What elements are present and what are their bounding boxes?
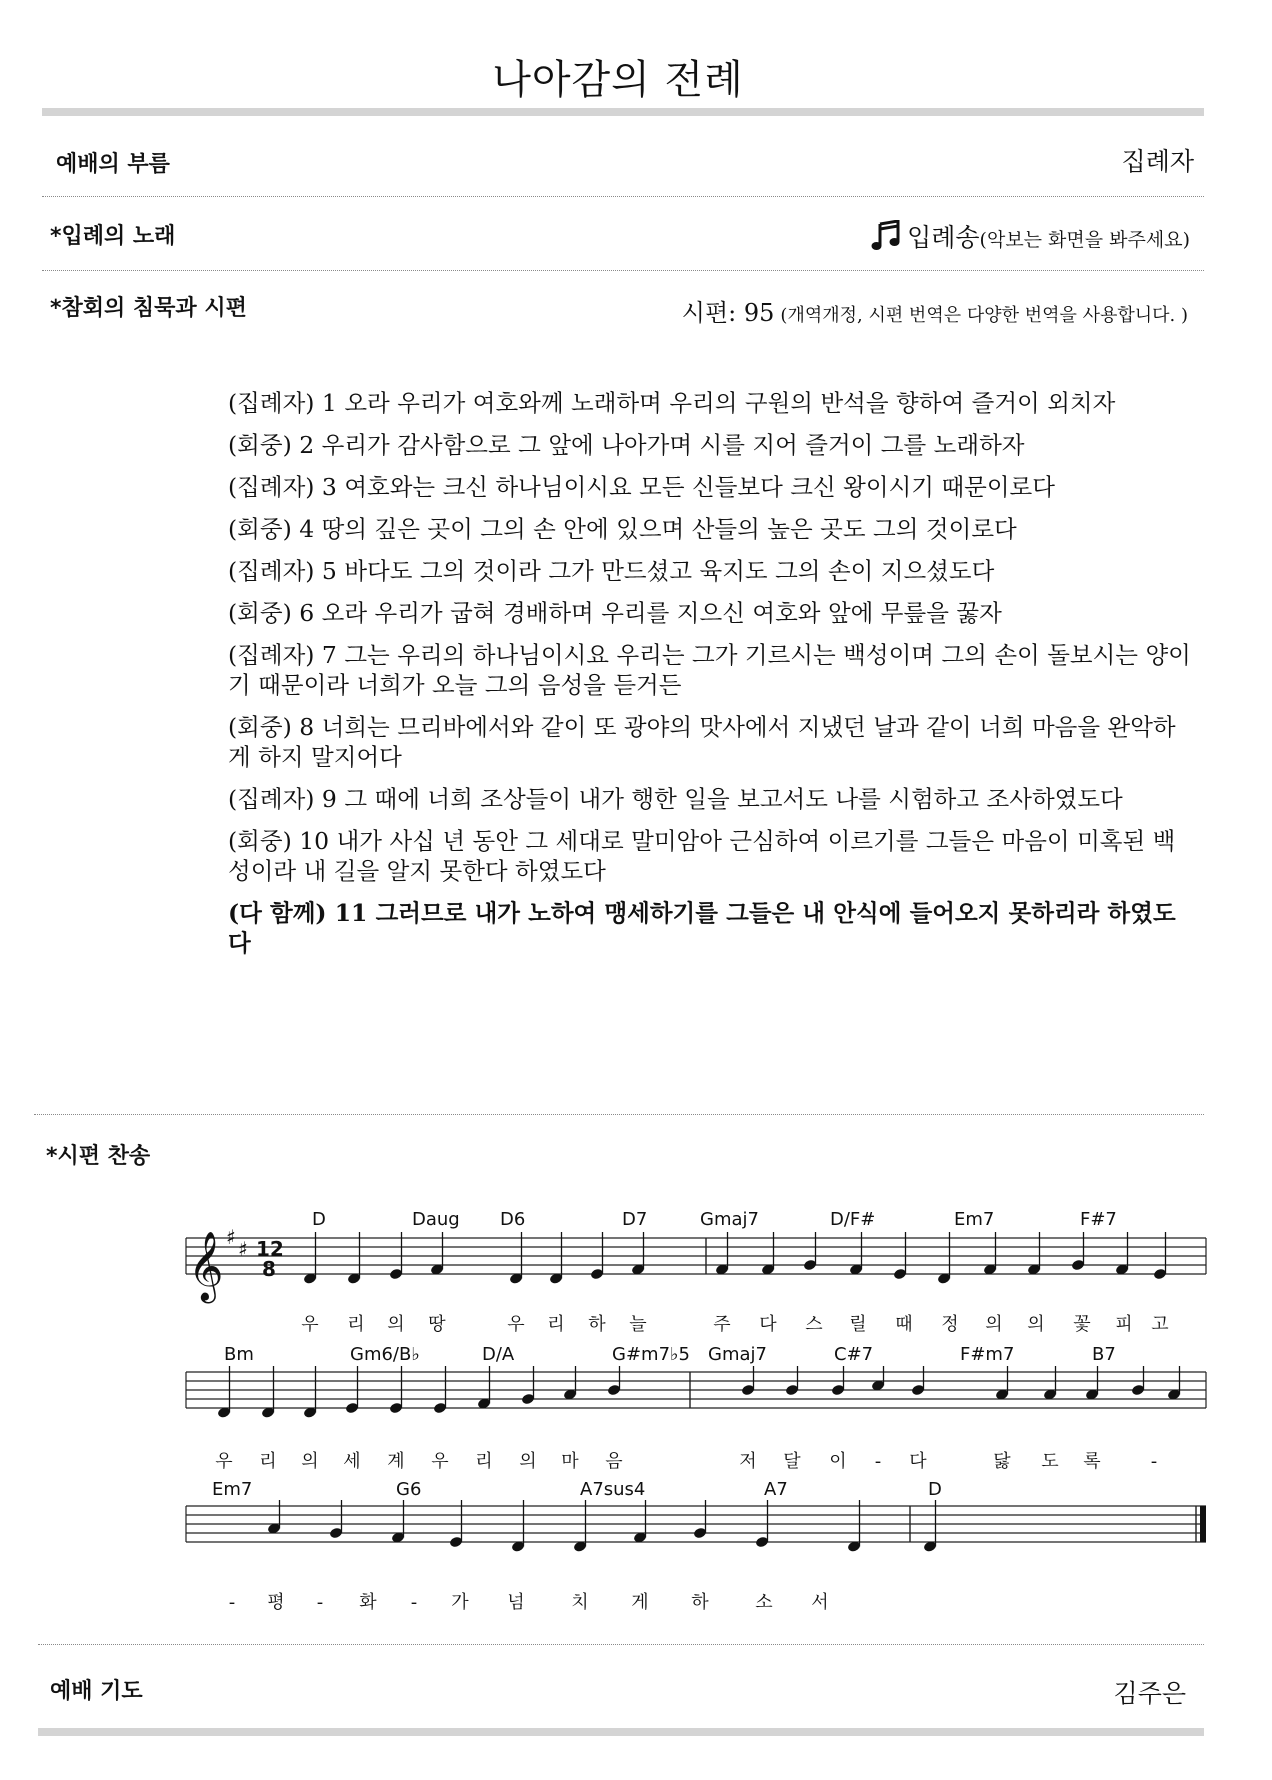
lyric-syllable: 하: [588, 1314, 606, 1335]
lyric-syllable: 세: [343, 1451, 361, 1472]
psalm-translation-note: (개역개정, 시편 번역은 다양한 번역을 사용합니다. ): [780, 305, 1188, 326]
lyric-syllable: 의: [301, 1451, 319, 1472]
lyric-syllable: 이: [829, 1451, 847, 1472]
chord-symbol: Daug: [412, 1209, 460, 1230]
chord-symbol: D/A: [482, 1344, 515, 1365]
chord-symbol: C#7: [834, 1344, 874, 1365]
lyric-syllable: 음: [605, 1451, 623, 1472]
lyric-syllable: 넘: [507, 1592, 525, 1613]
entrance-song-title: 입례송: [907, 223, 980, 252]
psalm-verse: (집례자) 9 그 때에 너희 조상들이 내가 행한 일을 보고서도 나를 시험하고 조사하였도다: [228, 785, 1123, 813]
psalm-verse: (다 함께) 11 그러므로 내가 노하여 맹세하기를 그들은 내 안식에 들어오지 못하리라 하였도다: [228, 899, 1176, 957]
psalm-verse: (회중) 6 오라 우리가 굽혀 경배하며 우리를 지으신 여호와 앞에 무릎을 꿇자: [228, 599, 1002, 627]
section-leader-prayer: 김주은: [1113, 1679, 1186, 1708]
chord-symbol: A7sus4: [580, 1479, 646, 1500]
time-signature-top: 12: [256, 1237, 284, 1261]
lyric-syllable: 화: [359, 1592, 377, 1613]
chord-symbol: F#7: [1080, 1209, 1117, 1230]
chord-symbol: B7: [1092, 1344, 1116, 1365]
lyric-syllable: 때: [895, 1314, 913, 1335]
lyric-syllable: 의: [985, 1314, 1003, 1335]
lyric-syllable: 우: [215, 1451, 233, 1472]
lyric-syllable: 다: [909, 1451, 927, 1472]
key-sharp-icon: ♯: [226, 1225, 236, 1249]
bottom-divider: [38, 1728, 1204, 1736]
entrance-song-note: (악보는 화면을 봐주세요): [979, 229, 1190, 251]
lyric-syllable: 스: [805, 1314, 823, 1335]
lyric-syllable: 소: [755, 1592, 773, 1613]
lyric-syllable: 고: [1151, 1314, 1169, 1335]
psalm-verse: (회중) 2 우리가 감사함으로 그 앞에 나아가며 시를 지어 즐거이 그를 노래하자: [228, 431, 1025, 459]
section-label-entrance-song: *입례의 노래: [50, 224, 176, 249]
psalm-verse: (회중) 10 내가 사십 년 동안 그 세대로 말미암아 근심하여 이르기를 그들은 마음이 미혹된 백성이라 내 길을 알지 못한다 하였도다: [228, 827, 1176, 885]
lyric-syllable: 피: [1115, 1314, 1133, 1335]
lyric-syllable: -: [874, 1451, 882, 1472]
psalm-verse: (집례자) 7 그는 우리의 하나님이시요 우리는 그가 기르시는 백성이며 그의 손이 돌보시는 양이기 때문이라 너희가 오늘 그의 음성을 듣거든: [228, 641, 1191, 699]
lyric-syllable: -: [410, 1592, 418, 1613]
psalm-verse: (집례자) 3 여호와는 크신 하나님이시요 모든 신들보다 크신 왕이시기 때문이로다: [228, 473, 1055, 501]
lyric-syllable: -: [228, 1592, 236, 1613]
lyric-syllable: 게: [631, 1592, 649, 1613]
final-barline: [1200, 1506, 1206, 1542]
key-sharp-icon: ♯: [238, 1237, 248, 1261]
lyric-syllable: 우: [301, 1314, 319, 1335]
chord-symbol: D7: [622, 1209, 648, 1230]
chord-symbol: Em7: [954, 1209, 995, 1230]
lyric-syllable: 리: [259, 1451, 277, 1472]
section-label-call-to-worship: 예배의 부름: [56, 152, 170, 177]
chord-symbol: D: [928, 1479, 942, 1500]
lyric-syllable: 하: [691, 1592, 709, 1613]
lyric-syllable: 릴: [849, 1314, 867, 1335]
chord-symbol: G#m7♭5: [612, 1344, 690, 1365]
lyric-syllable: 평: [267, 1592, 285, 1613]
lyric-syllable: 리: [547, 1314, 565, 1335]
psalm-reference-label: 시편: 95: [681, 299, 775, 327]
lyric-syllable: 가: [451, 1592, 469, 1613]
lyric-syllable: 우: [431, 1451, 449, 1472]
lyric-syllable: -: [316, 1592, 324, 1613]
lyric-syllable: 달: [783, 1451, 801, 1472]
lyric-syllable: -: [1150, 1451, 1158, 1472]
psalm-verse: (집례자) 5 바다도 그의 것이라 그가 만드셨고 육지도 그의 손이 지으셨도다: [228, 557, 995, 585]
page-title: 나아감의 전례: [492, 57, 744, 103]
psalm-verse: (회중) 8 너희는 므리바에서와 같이 또 광야의 맛사에서 지냈던 날과 같이 너희 마음을 완악하게 하지 말지어다: [228, 713, 1176, 771]
lyric-syllable: 계: [387, 1451, 405, 1472]
lyric-syllable: 록: [1083, 1451, 1101, 1472]
chord-symbol: Gm6/B♭: [350, 1344, 420, 1365]
time-signature-bottom: 8: [262, 1257, 276, 1281]
psalm-verse: (회중) 4 땅의 깊은 곳이 그의 손 안에 있으며 산들의 높은 곳도 그의 것이로다: [228, 515, 1017, 543]
treble-clef-icon: 𝄞: [188, 1231, 224, 1301]
chord-symbol: Gmaj7: [700, 1209, 759, 1230]
lyric-syllable: 우: [507, 1314, 525, 1335]
lyric-syllable: 마: [561, 1451, 579, 1472]
chord-symbol: D: [312, 1209, 326, 1230]
section-leader-call-to-worship: 집례자: [1121, 147, 1194, 176]
lyric-syllable: 도: [1041, 1451, 1059, 1472]
chord-symbol: Gmaj7: [708, 1344, 767, 1365]
lyric-syllable: 닳: [993, 1451, 1011, 1472]
chord-symbol: D/F#: [830, 1209, 876, 1230]
section-label-confession: *참회의 침묵과 시편: [50, 296, 247, 321]
dotted-divider: [38, 1644, 1204, 1645]
chord-symbol: D6: [500, 1209, 526, 1230]
lyric-syllable: 다: [759, 1314, 777, 1335]
lyric-syllable: 의: [1027, 1314, 1045, 1335]
chord-symbol: G6: [396, 1479, 422, 1500]
section-label-psalm-hymn: *시편 찬송: [46, 1144, 151, 1169]
chord-symbol: Bm: [224, 1344, 254, 1365]
lyric-syllable: 의: [387, 1314, 405, 1335]
lyric-syllable: 리: [347, 1314, 365, 1335]
lyric-syllable: 리: [475, 1451, 493, 1472]
lyric-syllable: 주: [713, 1314, 731, 1335]
lyric-syllable: 치: [571, 1592, 589, 1613]
lyric-syllable: 의: [519, 1451, 537, 1472]
lyric-syllable: 서: [811, 1592, 829, 1613]
lyric-syllable: 땅: [428, 1314, 446, 1335]
psalm-verse: (집례자) 1 오라 우리가 여호와께 노래하며 우리의 구원의 반석을 향하여 즐거이 외치자: [228, 389, 1116, 417]
lyric-syllable: 저: [739, 1451, 757, 1472]
section-label-prayer: 예배 기도: [50, 1679, 143, 1704]
lyric-syllable: 정: [941, 1314, 959, 1335]
chord-symbol: F#m7: [960, 1344, 1015, 1365]
lyric-syllable: 늘: [629, 1314, 647, 1335]
chord-symbol: Em7: [212, 1479, 253, 1500]
chord-symbol: A7: [764, 1479, 788, 1500]
lyric-syllable: 꽃: [1073, 1314, 1091, 1335]
